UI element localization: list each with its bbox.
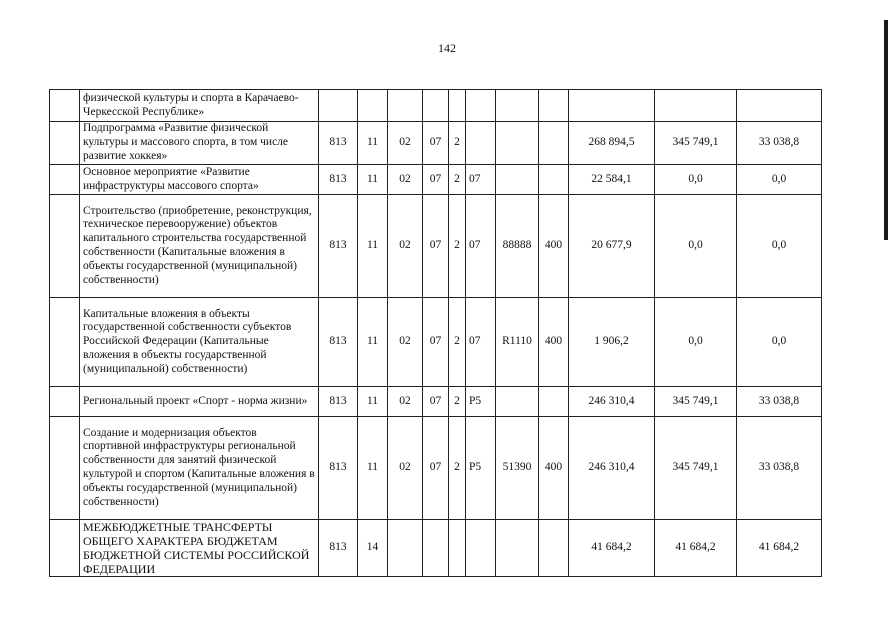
direction-code: 88888 <box>496 195 539 298</box>
activity-code <box>466 122 496 165</box>
indent-cell <box>50 298 80 387</box>
subsection-code: 02 <box>388 298 423 387</box>
subsection-code: 02 <box>388 195 423 298</box>
amount-1: 1 906,2 <box>569 298 655 387</box>
subsection-code: 02 <box>388 122 423 165</box>
subprogram-code: 2 <box>449 387 466 417</box>
amount-3: 0,0 <box>737 195 822 298</box>
row-name: Строительство (приобретение, реконструкция, техническое перевооружение) объектов капитального строительства государственной собственности (Капитальные вложения в объекты государственной (муниципальной) собственности) <box>80 195 319 298</box>
expense-type-code <box>539 387 569 417</box>
ministry-code: 813 <box>319 387 358 417</box>
program-code: 07 <box>423 387 449 417</box>
indent-cell <box>50 90 80 122</box>
expense-type-code <box>539 90 569 122</box>
subsection-code <box>388 90 423 122</box>
activity-code: 07 <box>466 195 496 298</box>
amount-3: 0,0 <box>737 298 822 387</box>
ministry-code <box>319 90 358 122</box>
section-code: 11 <box>358 195 388 298</box>
row-name: физической культуры и спорта в Карачаево-Черкесской Республике» <box>80 90 319 122</box>
indent-cell <box>50 195 80 298</box>
expense-type-code: 400 <box>539 298 569 387</box>
program-code: 07 <box>423 165 449 195</box>
program-code <box>423 520 449 577</box>
program-code: 07 <box>423 122 449 165</box>
subsection-code: 02 <box>388 417 423 520</box>
amount-2: 345 749,1 <box>655 387 737 417</box>
program-code: 07 <box>423 195 449 298</box>
amount-2: 41 684,2 <box>655 520 737 577</box>
subsection-code <box>388 520 423 577</box>
amount-1: 20 677,9 <box>569 195 655 298</box>
amount-3: 33 038,8 <box>737 417 822 520</box>
activity-code: 07 <box>466 298 496 387</box>
indent-cell <box>50 387 80 417</box>
indent-cell <box>50 122 80 165</box>
row-name: Региональный проект «Спорт - норма жизни» <box>80 387 319 417</box>
amount-3 <box>737 90 822 122</box>
amount-2: 345 749,1 <box>655 417 737 520</box>
row-name: Капитальные вложения в объекты государственной собственности субъектов Российской Федерации (Капитальные вложения в объекты государственной (муниципальной) собственности) <box>80 298 319 387</box>
amount-3: 33 038,8 <box>737 122 822 165</box>
expense-type-code <box>539 520 569 577</box>
row-name: Создание и модернизация объектов спортивной инфраструктуры региональной собственности для занятий физической культурой и спортом (Капитальные вложения в объекты государственной (муниципальной) собственности) <box>80 417 319 520</box>
indent-cell <box>50 165 80 195</box>
amount-3: 0,0 <box>737 165 822 195</box>
table-row <box>50 122 822 165</box>
scan-edge-line <box>884 20 888 240</box>
activity-code <box>466 90 496 122</box>
direction-code: 51390 <box>496 417 539 520</box>
subprogram-code: 2 <box>449 122 466 165</box>
table-row <box>50 298 822 387</box>
table-row <box>50 417 822 520</box>
ministry-code: 813 <box>319 520 358 577</box>
activity-code <box>466 520 496 577</box>
direction-code: R1110 <box>496 298 539 387</box>
amount-1: 246 310,4 <box>569 417 655 520</box>
amount-1: 246 310,4 <box>569 387 655 417</box>
expense-type-code <box>539 122 569 165</box>
activity-code: P5 <box>466 387 496 417</box>
ministry-code: 813 <box>319 122 358 165</box>
section-code <box>358 90 388 122</box>
direction-code <box>496 165 539 195</box>
subprogram-code <box>449 520 466 577</box>
table-row <box>50 90 822 122</box>
amount-1: 41 684,2 <box>569 520 655 577</box>
amount-1: 268 894,5 <box>569 122 655 165</box>
table-row <box>50 165 822 195</box>
amount-2: 0,0 <box>655 195 737 298</box>
indent-cell <box>50 520 80 577</box>
section-code: 11 <box>358 298 388 387</box>
table-row <box>50 520 822 577</box>
program-code: 07 <box>423 417 449 520</box>
expense-type-code <box>539 165 569 195</box>
section-code: 14 <box>358 520 388 577</box>
ministry-code: 813 <box>319 417 358 520</box>
subprogram-code: 2 <box>449 298 466 387</box>
amount-2: 345 749,1 <box>655 122 737 165</box>
subprogram-code: 2 <box>449 195 466 298</box>
amount-1 <box>569 90 655 122</box>
direction-code <box>496 520 539 577</box>
activity-code: 07 <box>466 165 496 195</box>
section-code: 11 <box>358 417 388 520</box>
section-code: 11 <box>358 387 388 417</box>
program-code: 07 <box>423 298 449 387</box>
amount-2 <box>655 90 737 122</box>
table-row <box>50 387 822 417</box>
amount-1: 22 584,1 <box>569 165 655 195</box>
amount-3: 41 684,2 <box>737 520 822 577</box>
direction-code <box>496 387 539 417</box>
ministry-code: 813 <box>319 195 358 298</box>
subprogram-code: 2 <box>449 417 466 520</box>
ministry-code: 813 <box>319 165 358 195</box>
subprogram-code: 2 <box>449 165 466 195</box>
ministry-code: 813 <box>319 298 358 387</box>
budget-table <box>49 89 822 577</box>
subsection-code: 02 <box>388 165 423 195</box>
program-code <box>423 90 449 122</box>
row-name: Подпрограмма «Развитие физической культуры и массового спорта, в том числе развитие хоккея» <box>80 122 319 165</box>
direction-code <box>496 90 539 122</box>
amount-2: 0,0 <box>655 298 737 387</box>
table-row <box>50 195 822 298</box>
section-code: 11 <box>358 165 388 195</box>
subprogram-code <box>449 90 466 122</box>
amount-2: 0,0 <box>655 165 737 195</box>
row-name: Основное мероприятие «Развитие инфраструктуры массового спорта» <box>80 165 319 195</box>
amount-3: 33 038,8 <box>737 387 822 417</box>
direction-code <box>496 122 539 165</box>
activity-code: P5 <box>466 417 496 520</box>
page-number: 142 <box>438 41 456 55</box>
section-code: 11 <box>358 122 388 165</box>
subsection-code: 02 <box>388 387 423 417</box>
row-name: МЕЖБЮДЖЕТНЫЕ ТРАНСФЕРТЫ ОБЩЕГО ХАРАКТЕРА БЮДЖЕТАМ БЮДЖЕТНОЙ СИСТЕМЫ РОССИЙСКОЙ ФЕДЕРАЦИИ <box>80 520 319 577</box>
expense-type-code: 400 <box>539 195 569 298</box>
expense-type-code: 400 <box>539 417 569 520</box>
indent-cell <box>50 417 80 520</box>
